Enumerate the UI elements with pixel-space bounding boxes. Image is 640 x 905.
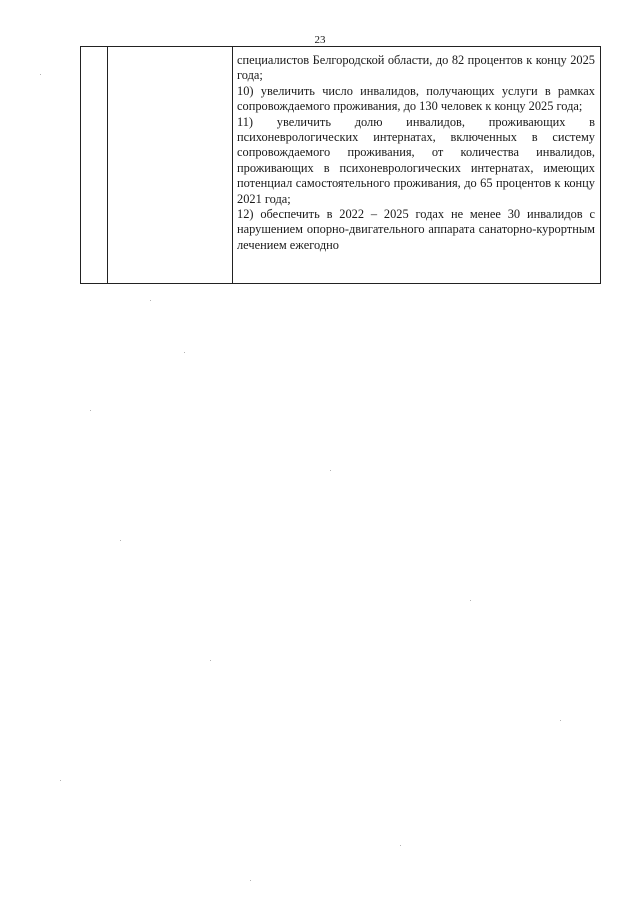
scan-speck (330, 470, 331, 471)
page-number: 23 (314, 34, 326, 46)
table-column-number (81, 47, 108, 283)
scan-speck (150, 300, 151, 301)
scan-speck (250, 880, 251, 881)
scan-speck (560, 720, 561, 721)
scan-speck (400, 845, 401, 846)
scan-speck (60, 780, 61, 781)
scan-speck (40, 74, 41, 75)
target-paragraph-11: 11) увеличить долю инвалидов, проживающих в психоневрологических интернатах, включенных в систему сопровождаемого проживания, от количества инвалидов, проживающих в психоневрологических интернатах, имеющих потенциал самостоятельного проживания, до 65 процентов к концу 2021 года; (237, 114, 595, 206)
table-column-name (108, 47, 233, 283)
scan-speck (210, 660, 211, 661)
target-paragraph-continuation: специалистов Белгородской области, до 82 процентов к концу 2025 года; (237, 53, 595, 83)
scan-speck (120, 540, 121, 541)
scan-speck (184, 352, 185, 353)
target-paragraph-10: 10) увеличить число инвалидов, получающих услуги в рамках сопровождаемого проживания, до 130 человек к концу 2025 года; (237, 83, 595, 114)
table-column-targets (233, 47, 600, 283)
document-table (80, 46, 601, 284)
target-paragraph-12: 12) обеспечить в 2022 – 2025 годах не менее 30 инвалидов с нарушением опорно-двигательного аппарата санаторно-курортным лечением ежегодно (237, 207, 595, 252)
scan-speck (90, 410, 91, 411)
scan-speck (470, 600, 471, 601)
